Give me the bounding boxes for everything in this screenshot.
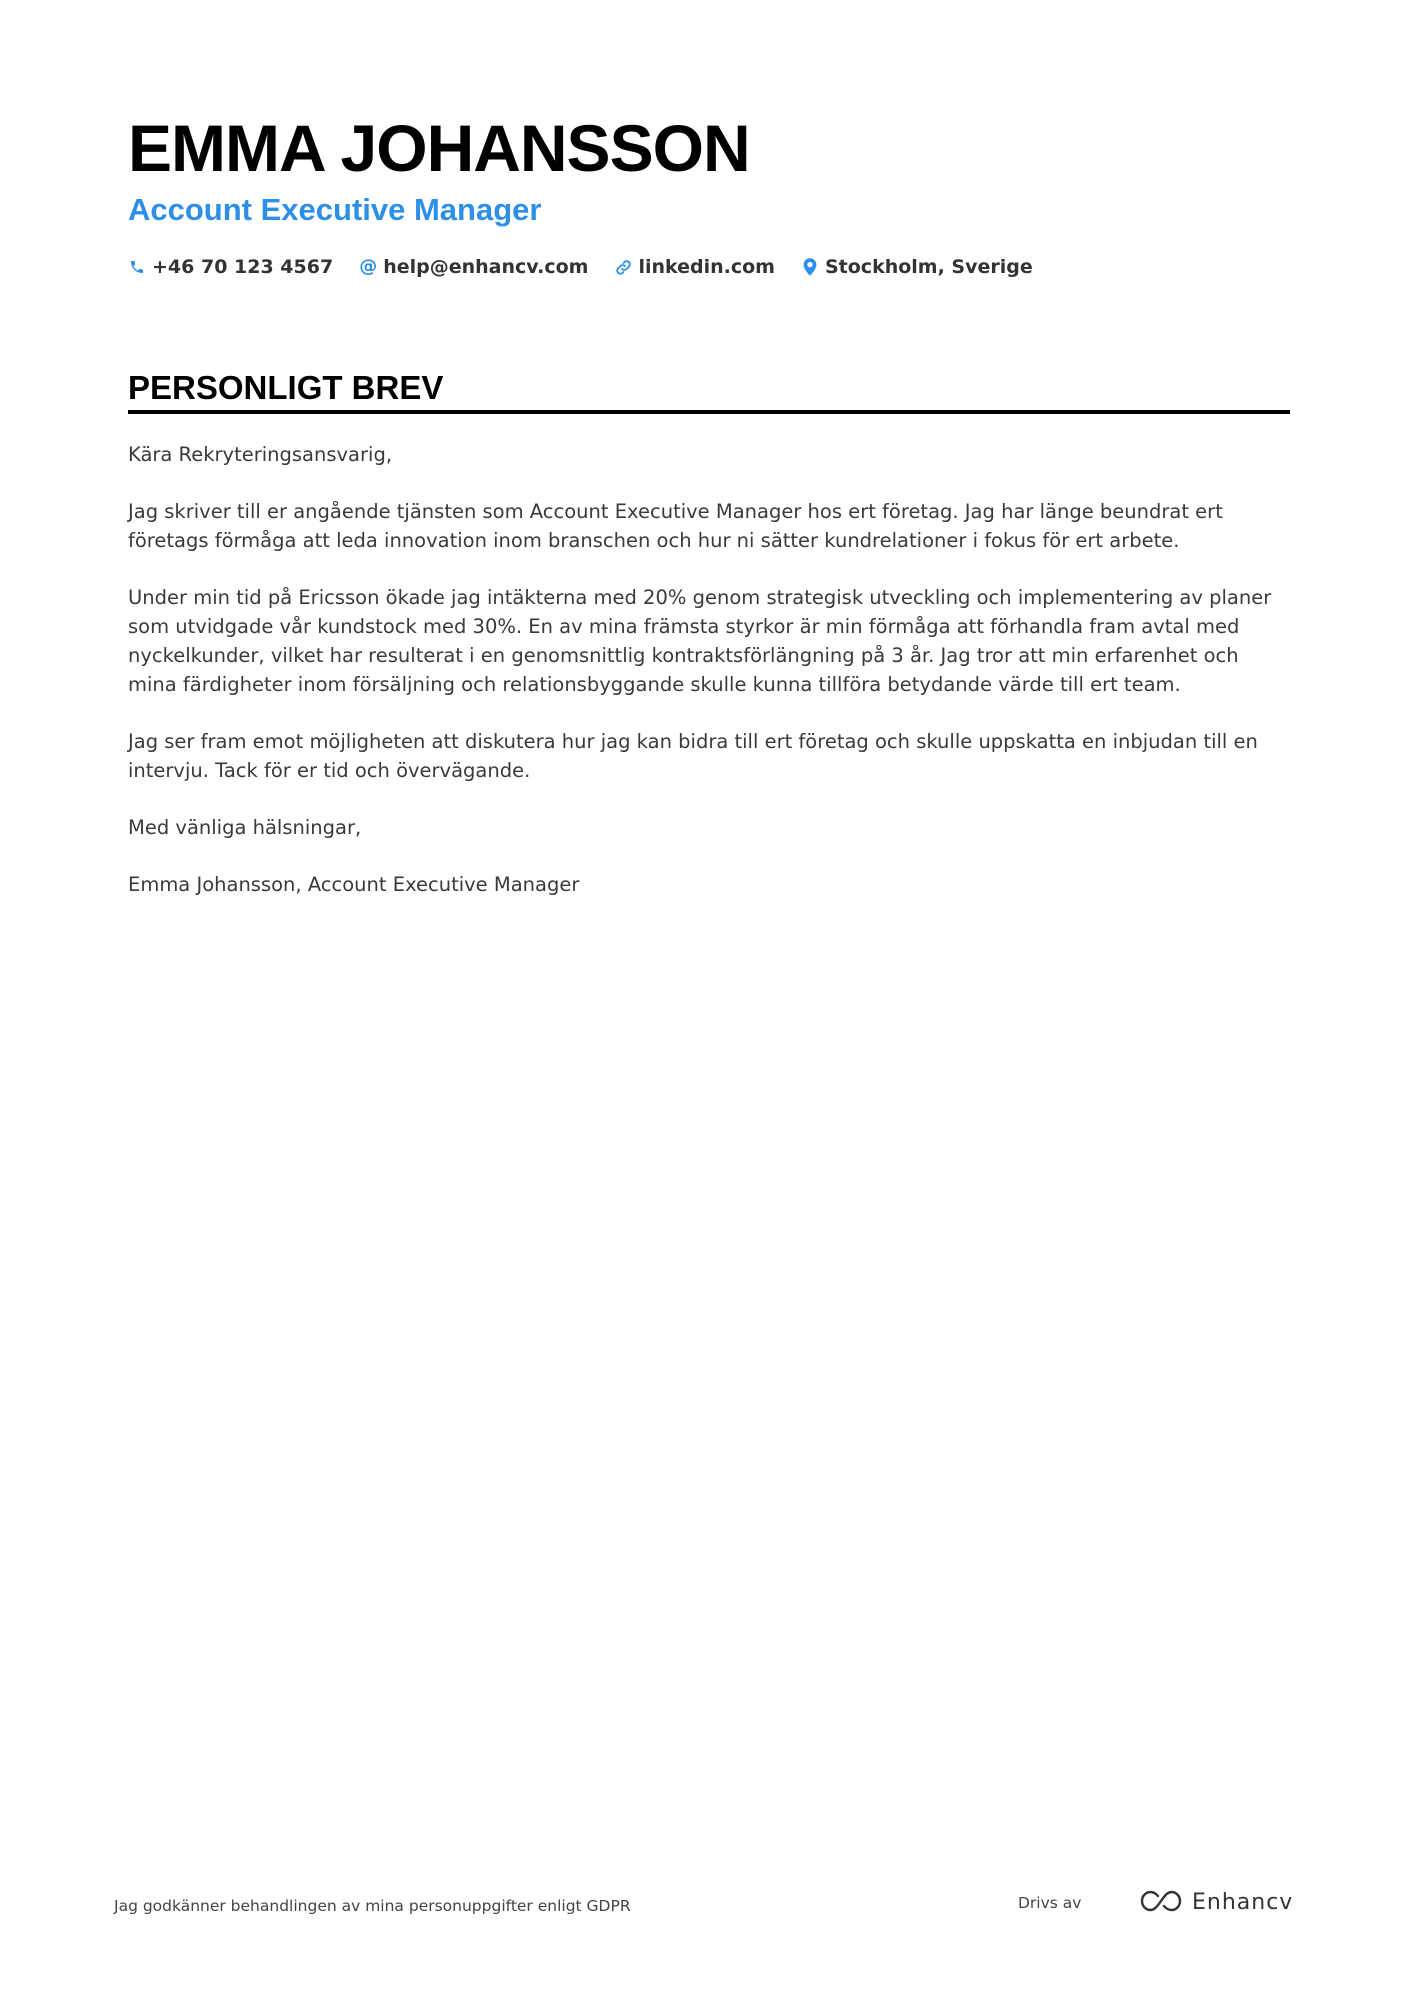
at-icon: @: [359, 256, 378, 277]
candidate-name: EMMA JOHANSSON: [128, 111, 750, 185]
contact-location-text: Stockholm, Sverige: [824, 256, 1033, 278]
gdpr-consent: Jag godkänner behandlingen av mina personuppgifter enligt GDPR: [114, 1897, 631, 1915]
powered-by-label: Drivs av: [1018, 1894, 1082, 1912]
brand-logo[interactable]: [1138, 1888, 1293, 1918]
section-title: PERSONLIGT BREV: [128, 369, 444, 406]
letter-closing: Med vänliga hälsningar,: [128, 816, 362, 839]
contact-linkedin-text[interactable]: linkedin.com: [638, 256, 775, 278]
contact-bar: [128, 254, 1059, 280]
brand-name: Enhancv: [1192, 1890, 1294, 1915]
contact-email-text[interactable]: help@enhancv.com: [383, 256, 589, 278]
contact-phone-text: +46 70 123 4567: [152, 256, 334, 278]
letter-paragraph: Jag ser fram emot möjligheten att diskutera hur jag kan bidra till ert företag och skulle uppskatta en inbjudan till en intervju. Tack för er tid och övervägande.: [128, 730, 1258, 782]
section-divider: [128, 410, 1290, 414]
contact-location: [801, 256, 1033, 278]
job-title: Account Executive Manager: [128, 192, 542, 227]
contact-email[interactable]: [359, 256, 588, 278]
letter-salutation: Kära Rekryteringsansvarig,: [128, 443, 393, 466]
letter-paragraph: Jag skriver till er angående tjänsten som Account Executive Manager hos ert företag. Jag har länge beundrat ert företags förmåga att leda innovation inom branschen och hur ni sätter kundrelationer i fokus för ert arbete.: [128, 500, 1223, 552]
link-icon: [614, 258, 632, 276]
infinity-logo-icon: [1138, 1889, 1184, 1917]
contact-linkedin[interactable]: [614, 256, 775, 278]
phone-icon: [128, 258, 146, 276]
letter-body: [128, 440, 1290, 927]
contact-phone: [128, 256, 333, 278]
location-pin-icon: [801, 258, 819, 276]
letter-paragraph: Under min tid på Ericsson ökade jag intäkterna med 20% genom strategisk utveckling och implementering av planer som utvidgade vår kundstock med 30%. En av mina främsta styrkor är min förmåga att förhandla fram avtal med nyckelkunder, vilket har resulterat i en genomsnittlig kontraktsförlängning på 3 år. Jag tror att min erfarenhet och mina färdigheter inom försäljning och relationsbyggande skulle kunna tillföra betydande värde till ert team.: [128, 586, 1272, 696]
letter-signature: Emma Johansson, Account Executive Manager: [128, 873, 580, 896]
